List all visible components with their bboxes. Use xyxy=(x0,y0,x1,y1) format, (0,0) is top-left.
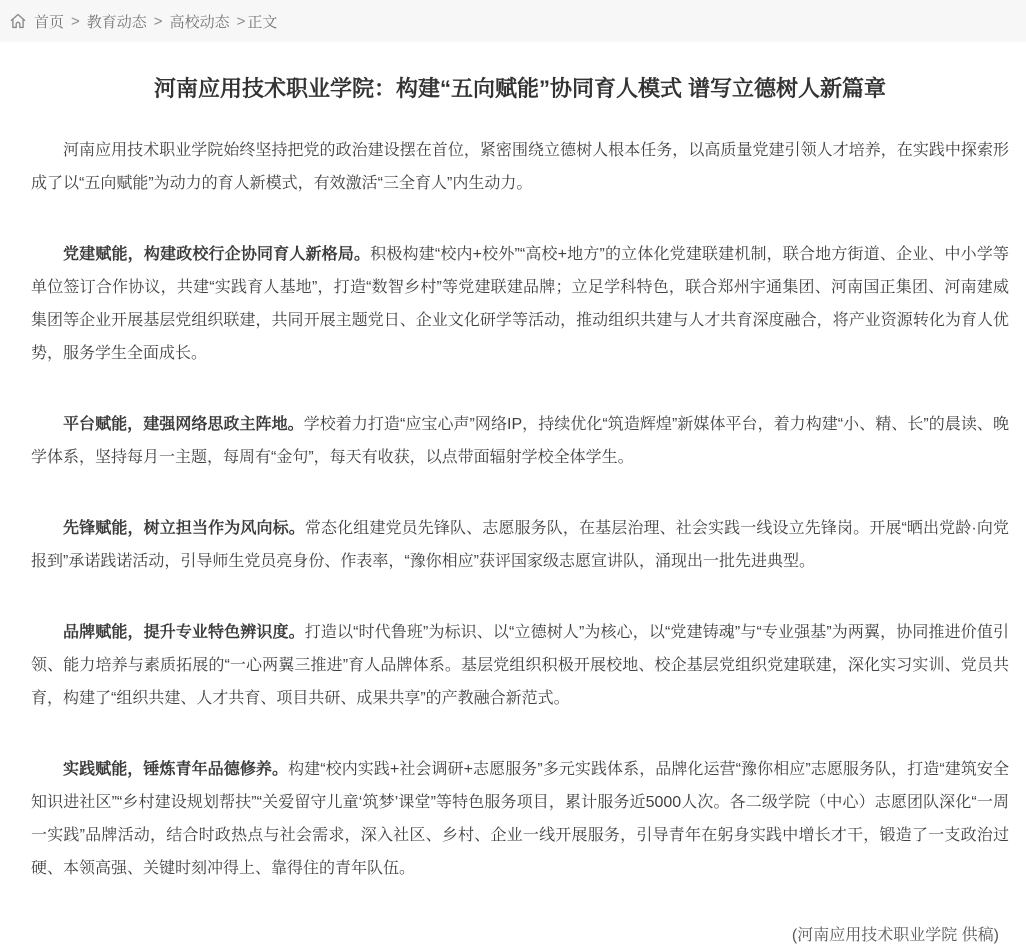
breadcrumb-item-education-news[interactable]: 教育动态 xyxy=(86,13,147,31)
article-byline: (河南应用技术职业学院 供稿) xyxy=(791,927,999,944)
article-body xyxy=(31,42,1009,949)
breadcrumb xyxy=(0,0,1026,42)
article-paragraph xyxy=(31,408,1009,474)
paragraph-lead: 平台赋能，建强网络思政主阵地。 xyxy=(63,416,304,433)
paragraph-text: 河南应用技术职业学院始终坚持把党的政治建设摆在首位，紧密围绕立德树人根本任务，以高质量党建引领人才培养，在实践中探索形成了以“五向赋能”为动力的育人新模式，有效激活“三全育人”内生动力。 xyxy=(31,142,1009,192)
breadcrumb-item-current-article: 正文 xyxy=(247,13,278,31)
paragraph-text: 学校着力打造“应宝心声”网络IP，持续优化“筑造辉煌”新媒体平台，着力构建“小、精、长”的晨读、晚学体系，坚持每月一主题，每周有“金句”，每天有收获，以点带面辐射学校全体学生。 xyxy=(31,416,1009,466)
breadcrumb-separator: > xyxy=(236,12,246,30)
paragraph-lead: 党建赋能，构建政校行企协同育人新格局。 xyxy=(63,246,371,263)
paragraph-lead: 实践赋能，锤炼青年品德修养。 xyxy=(63,761,289,778)
article-paragraph xyxy=(31,134,1009,200)
paragraph-text: 构建“校内实践+社会调研+志愿服务”多元实践体系，品牌化运营“豫你相应”志愿服务队，打造“建筑安全知识进社区”“乡村建设规划帮扶”“关爱留守儿童‘筑梦’课堂”等特色服务项目，累计服务近5000人次。各二级学院（中心）志愿团队深化“一周一实践”品牌活动，结合时政热点与社会需求，深入社区、乡村、企业一线开展服务，引导青年在躬身实践中增长才干，锻造了一支政治过硬、本领高强、关键时刻冲得上、靠得住的青年队伍。 xyxy=(31,761,1009,877)
breadcrumb-separator: > xyxy=(153,12,163,30)
paragraph-lead: 品牌赋能，提升专业特色辨识度。 xyxy=(63,624,305,641)
paragraph-text: 积极构建“校内+校外”“高校+地方”的立体化党建联建机制，联合地方街道、企业、中小学等单位签订合作协议，共建“实践育人基地”，打造“数智乡村”等党建联建品牌；立足学科特色，联合郑州宇通集团、河南国正集团、河南建威集团等企业开展基层党组织联建，共同开展主题党日、企业文化研学等活动，推动组织共建与人才共育深度融合，将产业资源转化为育人优势，服务学生全面成长。 xyxy=(31,246,1009,362)
article-paragraph xyxy=(31,512,1009,578)
article-paragraph xyxy=(31,616,1009,715)
article-paragraph xyxy=(31,238,1009,370)
article-paragraph xyxy=(31,753,1009,885)
breadcrumb-separator: > xyxy=(71,12,80,30)
paragraph-lead: 先锋赋能，树立担当作为风向标。 xyxy=(63,520,305,537)
article-title: 河南应用技术职业学院：构建“五向赋能”协同育人模式 谱写立德树人新篇章 xyxy=(153,76,887,101)
paragraph-text: 常态化组建党员先锋队、志愿服务队，在基层治理、社会实践一线设立先锋岗。开展“晒出党龄·向党报到”承诺践诺活动，引导师生党员亮身份、作表率，“豫你相应”获评国家级志愿宣讲队，涌现出一批先进典型。 xyxy=(31,520,1009,570)
breadcrumb-item-home[interactable]: 首页 xyxy=(34,13,65,31)
home-icon[interactable] xyxy=(9,12,27,30)
breadcrumb-item-college-news[interactable]: 高校动态 xyxy=(169,13,230,31)
paragraph-text: 打造以“时代鲁班”为标识、以“立德树人”为核心，以“党建铸魂”与“专业强基”为两翼，协同推进价值引领、能力培养与素质拓展的“一心两翼三推进”育人品牌体系。基层党组织积极开展校地、校企基层党组织党建联建，深化实习实训、党员共育，构建了“组织共建、人才共育、项目共研、成果共享”的产教融合新范式。 xyxy=(31,624,1009,707)
